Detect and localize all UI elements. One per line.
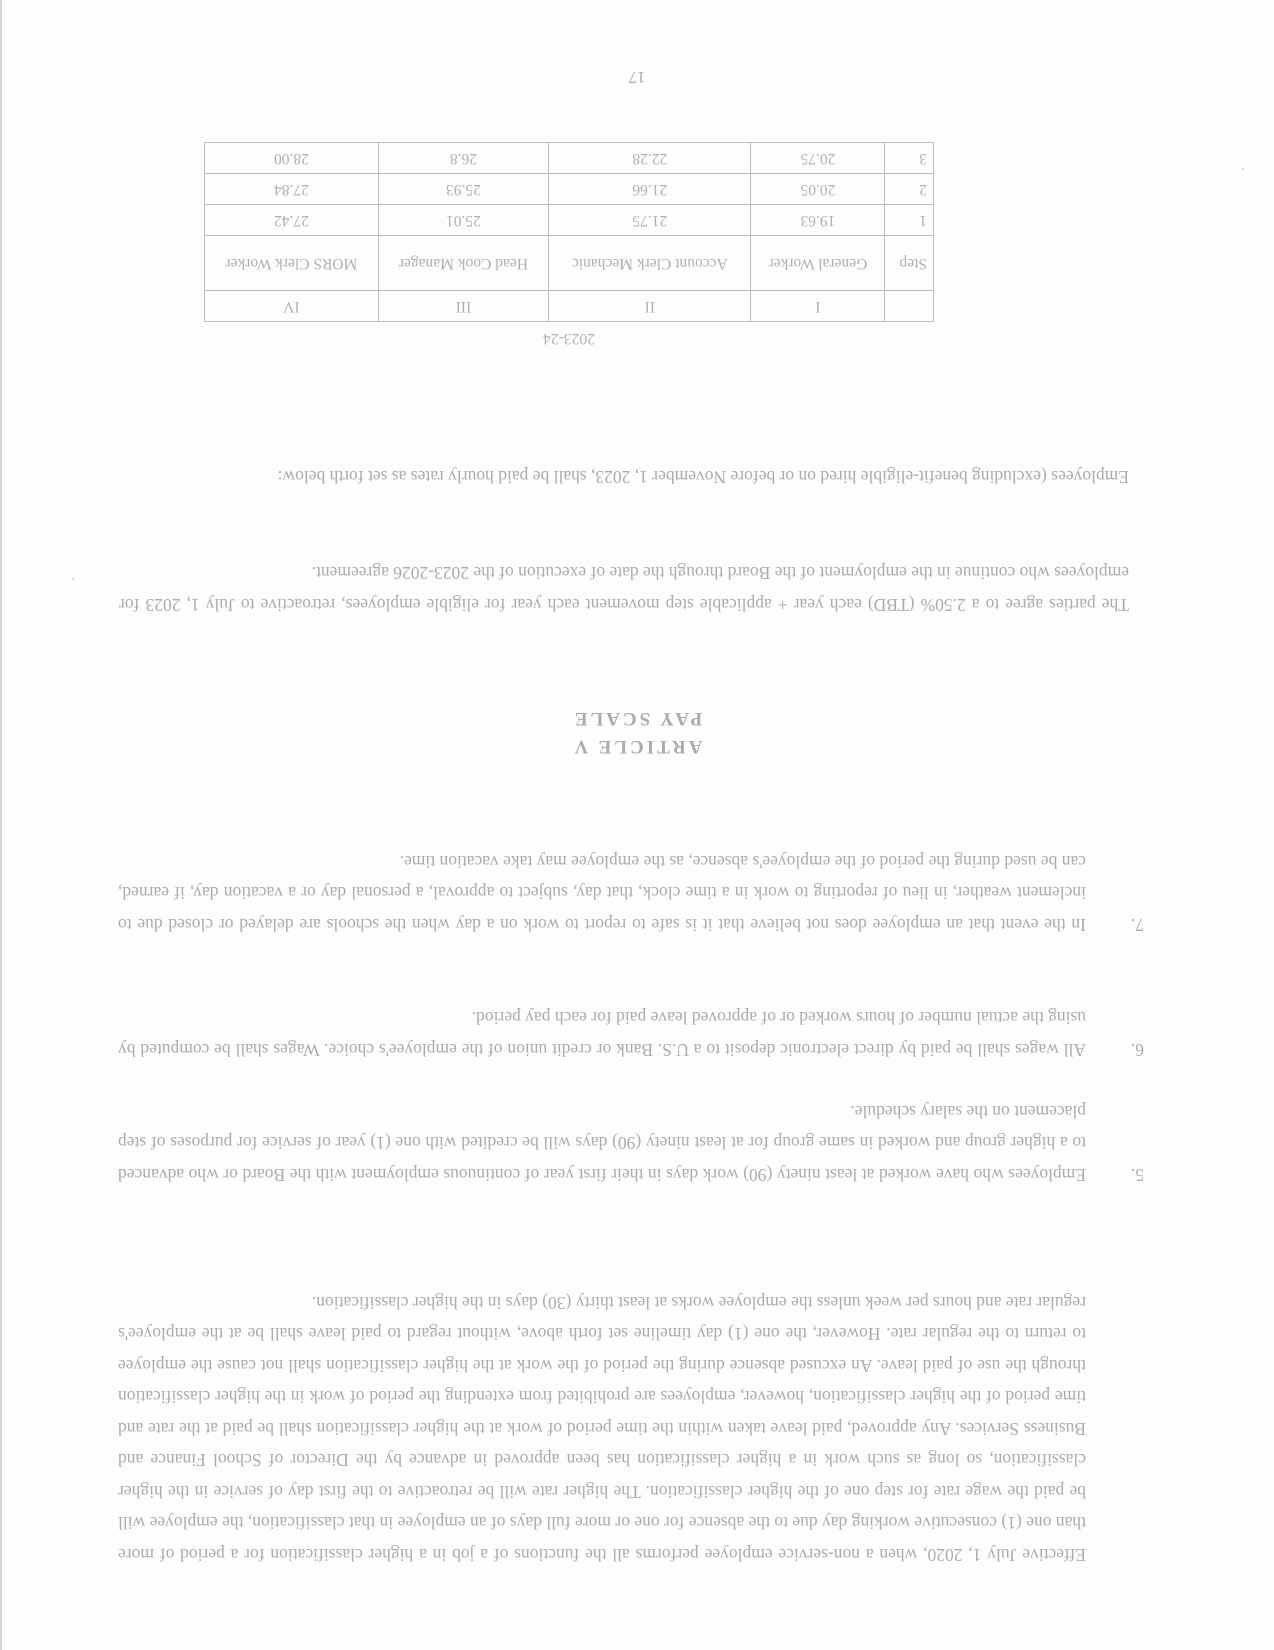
table-cell: 20.75 — [751, 143, 885, 174]
scan-edge-line — [0, 0, 2, 1650]
column-header: General Worker — [751, 236, 885, 291]
scan-speck — [72, 578, 74, 580]
table-cell: 26.8 — [378, 143, 548, 174]
table-cell: 25.01 — [378, 205, 548, 236]
page-number: 17 — [628, 68, 646, 87]
paragraph-number: 5. — [1130, 1165, 1144, 1185]
article-subtitle: PAY SCALE — [571, 708, 703, 729]
table-title-row — [205, 322, 934, 355]
table-cell: 19.63 — [751, 205, 885, 236]
group-cell — [885, 291, 934, 322]
table-cell: 21.66 — [549, 174, 751, 205]
paragraph-text: In the event that an employee does not believe that it is safe to report to work on a day when the schools are delayed or closed due to inclement weather, in lieu of reporting to work in a time clock, that day, subject to approval, a personal day or a vacation day, if earned, can be used during the period of the employee's absence, as the employee may take vacation time. — [118, 852, 1086, 935]
paragraph-text: Effective July 1, 2020, when a non-service employee performs all the functions of a job in a higher classification for a period of more than one (1) consecutive working day due to the absence for one or more full days of an employee in that classification, the employee will be paid the wage rate for step one of the higher classification. The higher rate will be retroactive to the first day of service in the higher classification, so long as such work in a higher classification has been approved in advance by the Director of School Finance and Business Services. Any approved, paid leave taken within the time period of work at the higher classification shall be paid at the rate and time period of the higher classification, however, employees are prohibited from extending the period of work in the higher classification through the use of paid leave. An excused absence during the period of the work at the higher classification shall not cause the employee to return to the regular rate. However, the one (1) day timeline set forth above, without regard to paid leave shall be at the employee's regular rate and hours per week unless the employee works at least thirty (30) days in the higher classification. — [118, 1293, 1086, 1565]
pay-scale-table — [204, 142, 934, 354]
table-group-row — [205, 291, 934, 322]
table-cell: 28.00 — [205, 143, 379, 174]
table-cell: 2 — [885, 174, 934, 205]
table-cell: 22.28 — [549, 143, 751, 174]
table-cell: 27.84 — [205, 174, 379, 205]
group-cell: I — [751, 291, 885, 322]
paragraph-text: Employees (excluding benefit-eligible hired on or before November 1, 2023, shall be paid hourly rates as set forth below: — [277, 467, 1129, 487]
table-header-row — [205, 236, 934, 291]
table-cell: 20.05 — [751, 174, 885, 205]
group-cell: III — [378, 291, 548, 322]
table-title: 2023-24 — [205, 322, 934, 355]
paragraph-number: 7. — [1130, 915, 1144, 935]
column-header: Step — [885, 236, 934, 291]
paragraph-text: Employees who have worked at least ninety (90) work days in their first year of continuous employment with the Board or who advanced to a higher group and worked in same group for at least ninety (90) days will be credited with one (1) year of service for purposes of step placement on the salary schedule. — [118, 1102, 1086, 1185]
table-cell: 27.42 — [205, 205, 379, 236]
paragraph-6 — [118, 1002, 1144, 1065]
column-header: MORS Clerk Worker — [205, 236, 379, 291]
group-cell: II — [549, 291, 751, 322]
table-row — [205, 205, 934, 236]
paragraph-7 — [118, 846, 1144, 941]
table-row — [205, 174, 934, 205]
group-cell: IV — [205, 291, 379, 322]
article-title: ARTICLE V — [571, 736, 703, 757]
paragraph-number: 6. — [1130, 1040, 1144, 1060]
paragraph-text: The parties agree to a 2.50% (TBD) each year + applicable step movement each year for eligible employees, retroactive to July 1, 2023 for employees who continue in the employment of the Board through the date of execution of the 2023-2026 agreement. — [119, 563, 1129, 615]
paragraph-higher-classification — [118, 1287, 1086, 1571]
table-row — [205, 143, 934, 174]
paragraph-wage-increase — [119, 557, 1129, 620]
table-cell: 21.75 — [549, 205, 751, 236]
paragraph-text: All wages shall be paid by direct electronic deposit to a U.S. Bank or credit union of the employee's choice. Wages shall be computed by using the actual number of hours worked or of approved leave paid for each pay period. — [118, 1008, 1086, 1060]
column-header: Account Clerk Mechanic — [549, 236, 751, 291]
article-heading — [0, 704, 1274, 760]
table-cell: 1 — [885, 205, 934, 236]
paragraph-5 — [118, 1096, 1144, 1191]
table-cell: 25.93 — [378, 174, 548, 205]
table-cell: 3 — [885, 143, 934, 174]
scan-speck — [1242, 168, 1244, 170]
column-header: Head Cook Manager — [378, 236, 548, 291]
paragraph-hourly-rates — [119, 461, 1129, 493]
